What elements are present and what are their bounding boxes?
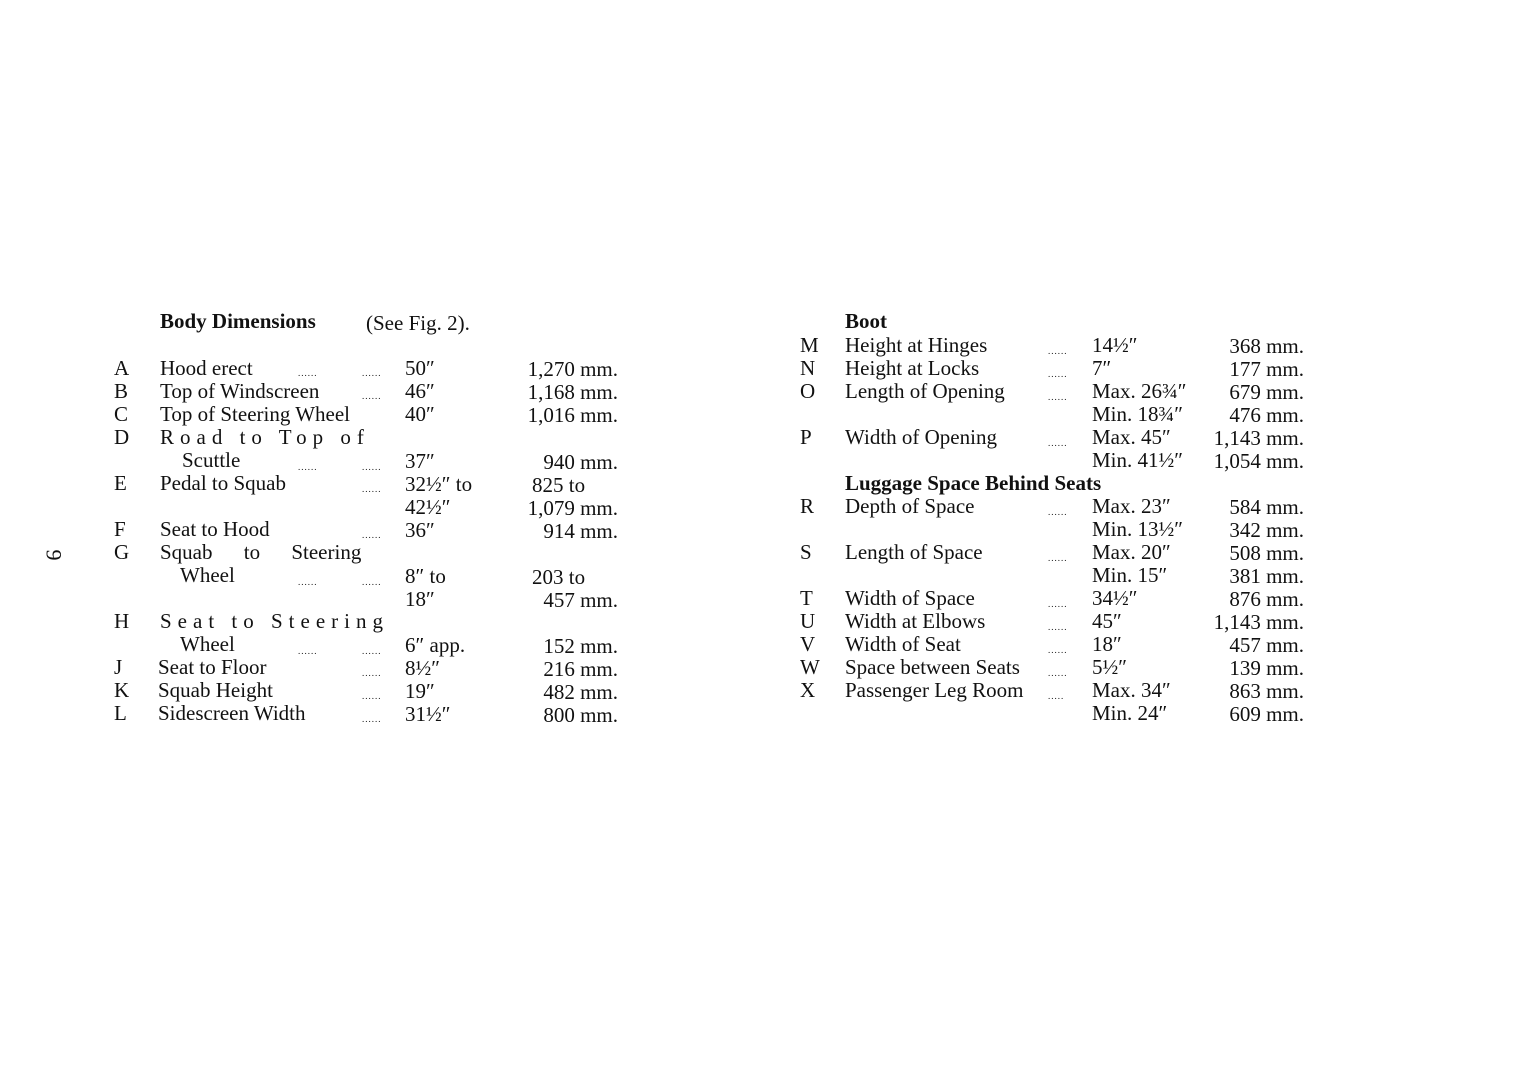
row-inch-value: Max. 20″	[1092, 540, 1171, 564]
row-mm-value: 679 mm.	[1229, 380, 1304, 404]
row-mm-value: 139 mm.	[1229, 656, 1304, 680]
row-mm-value-min: 476 mm.	[1229, 403, 1304, 427]
row-letter: A	[114, 356, 130, 380]
row-mm-value: 800 mm.	[543, 703, 618, 727]
row-label: Hood erect	[160, 356, 253, 380]
row-mm-value: 368 mm.	[1229, 334, 1304, 358]
leader-dots: ......	[362, 368, 382, 378]
leader-dots: ......	[1048, 668, 1068, 678]
row-mm-value-min: 342 mm.	[1229, 518, 1304, 542]
row-inch-value-min: Min. 18¾″	[1092, 402, 1184, 426]
row-mm-value-continued: 1,079 mm.	[527, 496, 618, 520]
row-mm-value: 863 mm.	[1229, 679, 1304, 703]
leader-dots: ......	[1048, 599, 1068, 609]
row-mm-value: 203 to	[532, 565, 586, 589]
row-mm-value: 177 mm.	[1229, 357, 1304, 381]
row-inch-value: Max. 26¾″	[1092, 379, 1187, 403]
row-letter: L	[114, 701, 127, 725]
row-label: Pedal to Squab	[160, 471, 286, 495]
row-mm-value: 216 mm.	[543, 657, 618, 681]
row-letter: M	[800, 333, 819, 357]
row-inch-value-min: Min. 13½″	[1092, 517, 1184, 541]
row-inch-value: 19″	[405, 679, 435, 703]
leader-dots: ......	[298, 462, 318, 472]
row-letter: B	[114, 379, 129, 403]
row-inch-value: Max. 23″	[1092, 494, 1171, 518]
row-inch-value: Max. 45″	[1092, 425, 1171, 449]
row-inch-value: 34½″	[1092, 586, 1138, 610]
row-mm-value: 584 mm.	[1229, 495, 1304, 519]
row-mm-value: 1,143 mm.	[1213, 610, 1304, 634]
row-inch-value: 5½″	[1092, 655, 1127, 679]
row-label: Top of Steering Wheel	[160, 402, 351, 426]
row-inch-value: 46″	[405, 379, 435, 403]
leader-dots: ......	[362, 484, 382, 494]
row-inch-value: 8½″	[405, 656, 440, 680]
row-letter: N	[800, 356, 816, 380]
row-label: Sidescreen Width	[158, 701, 306, 725]
row-mm-value: 457 mm.	[1229, 633, 1304, 657]
section-heading-luggage-space: Luggage Space Behind Seats	[845, 471, 1102, 495]
row-label: Seat to Steering	[160, 609, 389, 633]
leader-dots: ......	[298, 577, 318, 587]
row-inch-value-min: Min. 24″	[1092, 701, 1168, 725]
row-mm-value-min: 381 mm.	[1229, 564, 1304, 588]
row-inch-value: Max. 34″	[1092, 678, 1171, 702]
leader-dots: ......	[1048, 392, 1068, 402]
row-label: Width at Elbows	[845, 609, 986, 633]
row-label: Depth of Space	[845, 494, 975, 518]
row-inch-value: 45″	[1092, 609, 1122, 633]
row-inch-value: 36″	[405, 518, 435, 542]
row-letter: H	[114, 609, 130, 633]
row-label: Passenger Leg Room	[845, 678, 1024, 702]
row-letter: X	[800, 678, 816, 702]
row-letter: U	[800, 609, 816, 633]
row-label: Height at Locks	[845, 356, 980, 380]
row-label: Length of Opening	[845, 379, 1005, 403]
row-label-continued: Scuttle	[182, 448, 241, 472]
leader-dots: ......	[1048, 645, 1068, 655]
row-mm-value: 482 mm.	[543, 680, 618, 704]
row-mm-value: 1,270 mm.	[527, 357, 618, 381]
row-label: Height at Hinges	[845, 333, 988, 357]
row-inch-value: 7″	[1092, 356, 1112, 380]
row-letter: V	[800, 632, 816, 656]
row-mm-value: 914 mm.	[543, 519, 618, 543]
row-mm-value-min: 1,054 mm.	[1213, 449, 1304, 473]
row-mm-value: 508 mm.	[1229, 541, 1304, 565]
row-label: Seat to Floor	[158, 655, 267, 679]
row-label: Seat to Hood	[160, 517, 270, 541]
leader-dots: ......	[362, 714, 382, 724]
leader-dots: ......	[1048, 507, 1068, 517]
row-inch-value: 14½″	[1092, 333, 1138, 357]
row-letter: J	[114, 655, 123, 679]
row-letter: K	[114, 678, 130, 702]
section-heading-boot: Boot	[845, 309, 887, 333]
row-letter: F	[114, 517, 126, 541]
leader-dots: ......	[298, 646, 318, 656]
leader-dots: ......	[1048, 622, 1068, 632]
row-inch-value: 31½″	[405, 702, 451, 726]
row-letter: O	[800, 379, 816, 403]
row-inch-value: 37″	[405, 449, 435, 473]
row-letter: D	[114, 425, 130, 449]
row-inch-value-min: Min. 15″	[1092, 563, 1168, 587]
row-letter: R	[800, 494, 815, 518]
row-label: Top of Windscreen	[160, 379, 320, 403]
row-mm-value: 940 mm.	[543, 450, 618, 474]
leader-dots: ......	[362, 530, 382, 540]
row-inch-value-continued: 42½″	[405, 495, 451, 519]
row-label: Length of Space	[845, 540, 983, 564]
section-heading-body-dimensions: Body Dimensions	[160, 309, 316, 333]
row-letter: T	[800, 586, 813, 610]
row-mm-value: 1,016 mm.	[527, 403, 618, 427]
row-inch-value: 18″	[1092, 632, 1122, 656]
leader-dots: ......	[1048, 438, 1068, 448]
leader-dots: ......	[362, 646, 382, 656]
leader-dots: ......	[362, 577, 382, 587]
row-inch-value: 50″	[405, 356, 435, 380]
row-label: Width of Seat	[845, 632, 961, 656]
leader-dots: ......	[362, 462, 382, 472]
leader-dots: .....	[1048, 691, 1065, 701]
row-label-continued: Wheel	[180, 563, 235, 587]
row-label: Space between Seats	[845, 655, 1020, 679]
row-letter: S	[800, 540, 812, 564]
row-label: Squab Height	[158, 678, 273, 702]
leader-dots: ......	[1048, 369, 1068, 379]
leader-dots: ......	[298, 368, 318, 378]
leader-dots: ......	[362, 668, 382, 678]
row-mm-value: 1,168 mm.	[527, 380, 618, 404]
row-inch-value-min: Min. 41½″	[1092, 448, 1184, 472]
row-label-continued: Wheel	[180, 632, 235, 656]
row-mm-value: 1,143 mm.	[1213, 426, 1304, 450]
leader-dots: ......	[362, 691, 382, 701]
leader-dots: ......	[362, 391, 382, 401]
row-inch-value: 32½″ to	[405, 472, 473, 496]
row-mm-value: 825 to	[532, 473, 586, 497]
row-mm-value: 152 mm.	[543, 634, 618, 658]
row-mm-value-min: 609 mm.	[1229, 702, 1304, 726]
leader-dots: ......	[1048, 553, 1068, 563]
row-letter: C	[114, 402, 129, 426]
section-heading-reference: (See Fig. 2).	[366, 311, 470, 335]
row-inch-value: 8″ to	[405, 564, 446, 588]
row-letter: W	[800, 655, 820, 679]
row-inch-value: 40″	[405, 402, 435, 426]
leader-dots: ......	[1048, 346, 1068, 356]
row-mm-value: 876 mm.	[1229, 587, 1304, 611]
row-letter: G	[114, 540, 130, 564]
row-inch-value: 6″ app.	[405, 633, 466, 657]
row-letter: P	[800, 425, 812, 449]
row-label: Squab to Steering	[160, 540, 362, 564]
row-inch-value-continued: 18″	[405, 587, 435, 611]
row-letter: E	[114, 471, 127, 495]
row-label: Width of Opening	[845, 425, 997, 449]
row-label: Width of Space	[845, 586, 975, 610]
page-number: 9	[41, 549, 67, 561]
row-mm-value-continued: 457 mm.	[543, 588, 618, 612]
row-label: Road to Top of	[160, 425, 370, 449]
